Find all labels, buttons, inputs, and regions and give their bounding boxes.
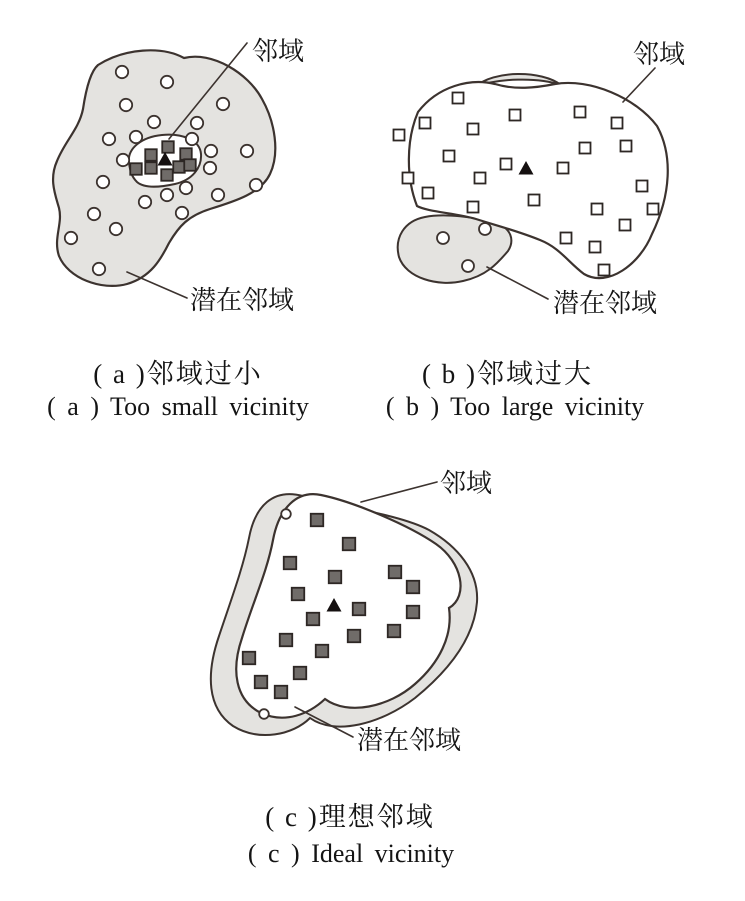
potential-vicinity-label: 潜在邻域 (190, 286, 295, 315)
data-point-open-square (453, 93, 464, 104)
data-point-filled-square (353, 603, 366, 616)
data-point-filled-square (316, 645, 329, 658)
panel-c-diagram (185, 450, 575, 770)
data-point-filled-square (184, 159, 196, 171)
data-point-circle (103, 133, 115, 145)
data-point-open-square (592, 204, 603, 215)
data-point-circle (139, 196, 151, 208)
data-point-circle (462, 260, 474, 272)
data-point-filled-square (255, 676, 268, 689)
data-point-open-square (612, 118, 623, 129)
data-point-filled-square (180, 148, 192, 160)
data-point-open-square (394, 130, 405, 141)
data-point-filled-square (284, 557, 297, 570)
caption-a-zh: ( a )邻域过小 (93, 359, 263, 389)
data-point-open-square (621, 141, 632, 152)
data-point-circle (281, 509, 291, 519)
data-point-circle (250, 179, 262, 191)
data-point-circle (204, 162, 216, 174)
data-point-filled-square (407, 581, 420, 594)
data-point-filled-square (389, 566, 402, 579)
vicinity-label: 邻域 (440, 469, 493, 498)
data-point-filled-square (145, 162, 157, 174)
data-point-open-square (575, 107, 586, 118)
data-point-circle (120, 99, 132, 111)
data-point-open-square (599, 265, 610, 276)
data-point-filled-square (343, 538, 356, 551)
data-point-circle (180, 182, 192, 194)
caption-b-en: ( b ) Too large vicinity (385, 392, 645, 421)
potential-vicinity-label: 潜在邻域 (553, 289, 658, 318)
data-point-open-square (558, 163, 569, 174)
data-point-open-square (620, 220, 631, 231)
data-point-open-square (590, 242, 601, 253)
data-point-circle (241, 145, 253, 157)
data-point-circle (161, 76, 173, 88)
caption-c-en: ( c ) Ideal vicinity (247, 839, 455, 868)
data-point-open-square (423, 188, 434, 199)
data-point-open-square (444, 151, 455, 162)
vicinity-leader-line (361, 482, 437, 502)
data-point-open-square (529, 195, 540, 206)
caption-a-en: ( a ) Too small vicinity (47, 392, 309, 421)
data-point-filled-square (407, 606, 420, 619)
data-point-open-square (403, 173, 414, 184)
vicinity-label: 邻域 (633, 40, 686, 69)
data-point-filled-square (145, 149, 157, 161)
data-point-open-square (475, 173, 486, 184)
data-point-circle (97, 176, 109, 188)
data-point-circle (161, 189, 173, 201)
potential-vicinity-label: 潜在邻域 (357, 726, 462, 755)
vicinity-label: 邻域 (252, 37, 305, 66)
data-point-filled-square (292, 588, 305, 601)
potential-vicinity-leader-line (487, 267, 548, 299)
data-point-circle (148, 116, 160, 128)
data-point-circle (116, 66, 128, 78)
data-point-circle (110, 223, 122, 235)
data-point-circle (217, 98, 229, 110)
data-point-filled-square (311, 514, 324, 527)
data-point-filled-square (294, 667, 307, 680)
data-point-open-square (468, 124, 479, 135)
data-point-circle (186, 133, 198, 145)
caption-b-zh: ( b )邻域过大 (422, 359, 593, 389)
data-point-filled-square (329, 571, 342, 584)
data-point-circle (176, 207, 188, 219)
data-point-filled-square (348, 630, 361, 643)
data-point-circle (93, 263, 105, 275)
data-point-open-square (501, 159, 512, 170)
data-point-open-square (420, 118, 431, 129)
potential-vicinity-leader-line (127, 272, 187, 298)
data-point-circle (117, 154, 129, 166)
data-point-open-square (580, 143, 591, 154)
data-point-circle (130, 131, 142, 143)
data-point-open-square (561, 233, 572, 244)
vicinity-leader-line (623, 68, 655, 102)
data-point-filled-square (307, 613, 320, 626)
data-point-filled-square (173, 161, 185, 173)
data-point-filled-square (162, 141, 174, 153)
data-point-open-square (468, 202, 479, 213)
data-point-circle (212, 189, 224, 201)
data-point-filled-square (243, 652, 256, 665)
data-point-circle (88, 208, 100, 220)
data-point-filled-square (280, 634, 293, 647)
data-point-circle (205, 145, 217, 157)
data-point-filled-square (130, 163, 142, 175)
data-point-circle (479, 223, 491, 235)
panel-b-diagram (370, 20, 725, 330)
data-point-filled-square (388, 625, 401, 638)
data-point-circle (191, 117, 203, 129)
data-point-filled-square (275, 686, 288, 699)
data-point-circle (437, 232, 449, 244)
data-point-open-square (637, 181, 648, 192)
panel-a-diagram (30, 10, 350, 330)
data-point-filled-square (161, 169, 173, 181)
caption-c-zh: ( c )理想邻域 (265, 802, 435, 832)
data-point-circle (259, 709, 269, 719)
data-point-circle (65, 232, 77, 244)
data-point-open-square (648, 204, 659, 215)
data-point-open-square (510, 110, 521, 121)
